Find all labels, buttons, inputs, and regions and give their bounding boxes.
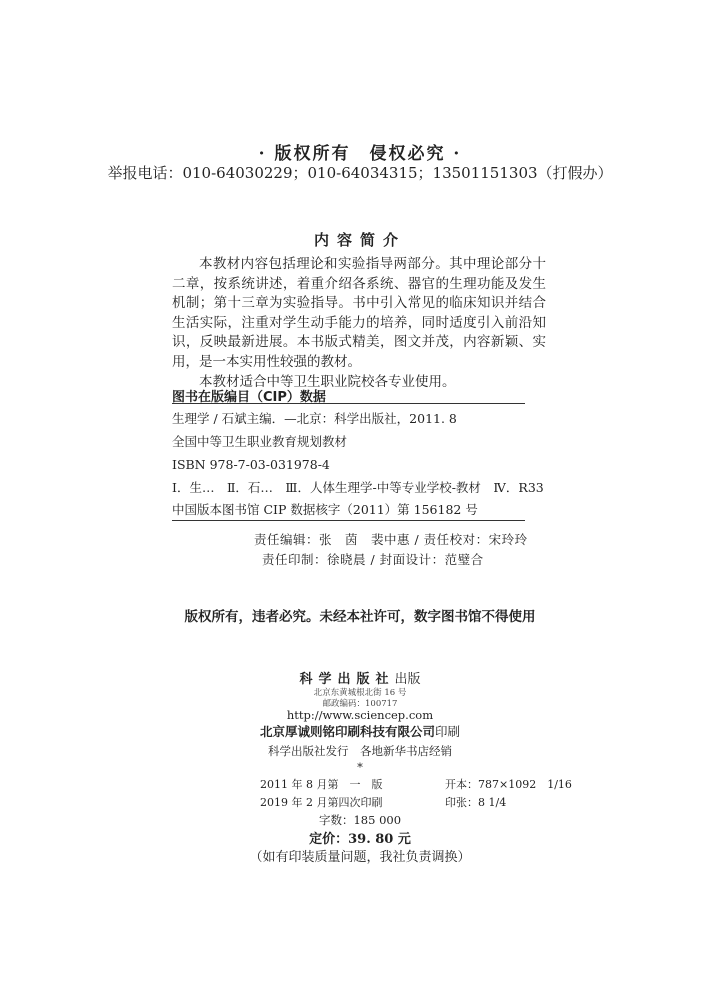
price: 定价：39. 80 元: [309, 832, 411, 847]
publisher-url: http://www.sciencep.com: [286, 708, 434, 722]
printer-name: 北京厚诚则铭印刷科技有限公司: [259, 724, 435, 739]
cip-rule-top: [172, 403, 525, 404]
credits-printing: 责任印制：徐晓晨 / 封面设计：范璧合: [262, 552, 484, 567]
summary-heading: 内容简介: [313, 231, 406, 249]
printer-line: [0, 722, 720, 740]
distribution: 科学出版社发行 各地新华书店经销: [268, 744, 452, 758]
credits-editors: 责任编辑：张 茵 裴中惠 / 责任校对：宋玲玲: [254, 532, 528, 547]
publisher-address: 北京东黄城根北街 16 号: [313, 688, 407, 698]
quality-note: （如有印装质量问题，我社负责调换）: [249, 850, 471, 865]
format: 开本：787×1092 1/16: [445, 778, 572, 791]
summary-paragraph: 本教材适合中等卫生职业院校各专业使用。: [199, 373, 456, 390]
summary-body: [172, 255, 546, 392]
publisher-name: 科学出版社: [299, 672, 395, 687]
printer-suffix: 印刷: [435, 724, 461, 739]
copyright-title: · 版权所有 侵权必究 ·: [258, 144, 462, 164]
edition: 2011 年 8 月第 一 版: [260, 778, 383, 791]
printing: 2019 年 2 月第四次印刷: [260, 796, 383, 809]
cip-line: 中国版本图书馆 CIP 数据核字（2011）第 156182 号: [172, 502, 478, 517]
print-row: [260, 794, 590, 810]
summary-paragraph: 本教材内容包括理论和实验指导两部分。其中理论部分十二章，按系统讲述，着重介绍各系统、器官的生理功能及发生机制；第十三章为实验指导。书中引入常见的临床知识并结合生活实际，注重对学生动手能力的培养，同时适度引入前沿知识，反映最新进展。本书版式精美，图文并茂，内容新颖、实用，是一本实用性较强的教材。: [172, 256, 546, 370]
edition-row: [260, 776, 590, 792]
cip-line: 全国中等卫生职业教育规划教材: [172, 434, 348, 449]
cip-line: Ⅰ．生… Ⅱ．石… Ⅲ．人体生理学-中等专业学校-教材 Ⅳ．R33: [172, 480, 544, 495]
cip-line: ISBN 978-7-03-031978-4: [172, 457, 330, 472]
word-count: 字数：185 000: [318, 813, 402, 827]
publisher-name-suffix: 出版: [394, 672, 421, 687]
cip-heading: 图书在版编目（CIP）数据: [172, 390, 326, 405]
sheets: 印张：8 1/4: [445, 796, 507, 809]
star-separator: *: [357, 760, 363, 774]
cip-line: 生理学 / 石斌主编．—北京：科学出版社，2011. 8: [172, 411, 457, 426]
publisher-postcode: 邮政编码：100717: [322, 699, 398, 709]
publisher-name-line: [0, 668, 720, 687]
cip-rule-bottom: [172, 520, 525, 521]
report-phone: 举报电话：010-64030229；010-64034315；13501151303（打假办）: [107, 164, 613, 182]
rights-notice: 版权所有，违者必究。未经本社许可，数字图书馆不得使用: [184, 609, 536, 625]
